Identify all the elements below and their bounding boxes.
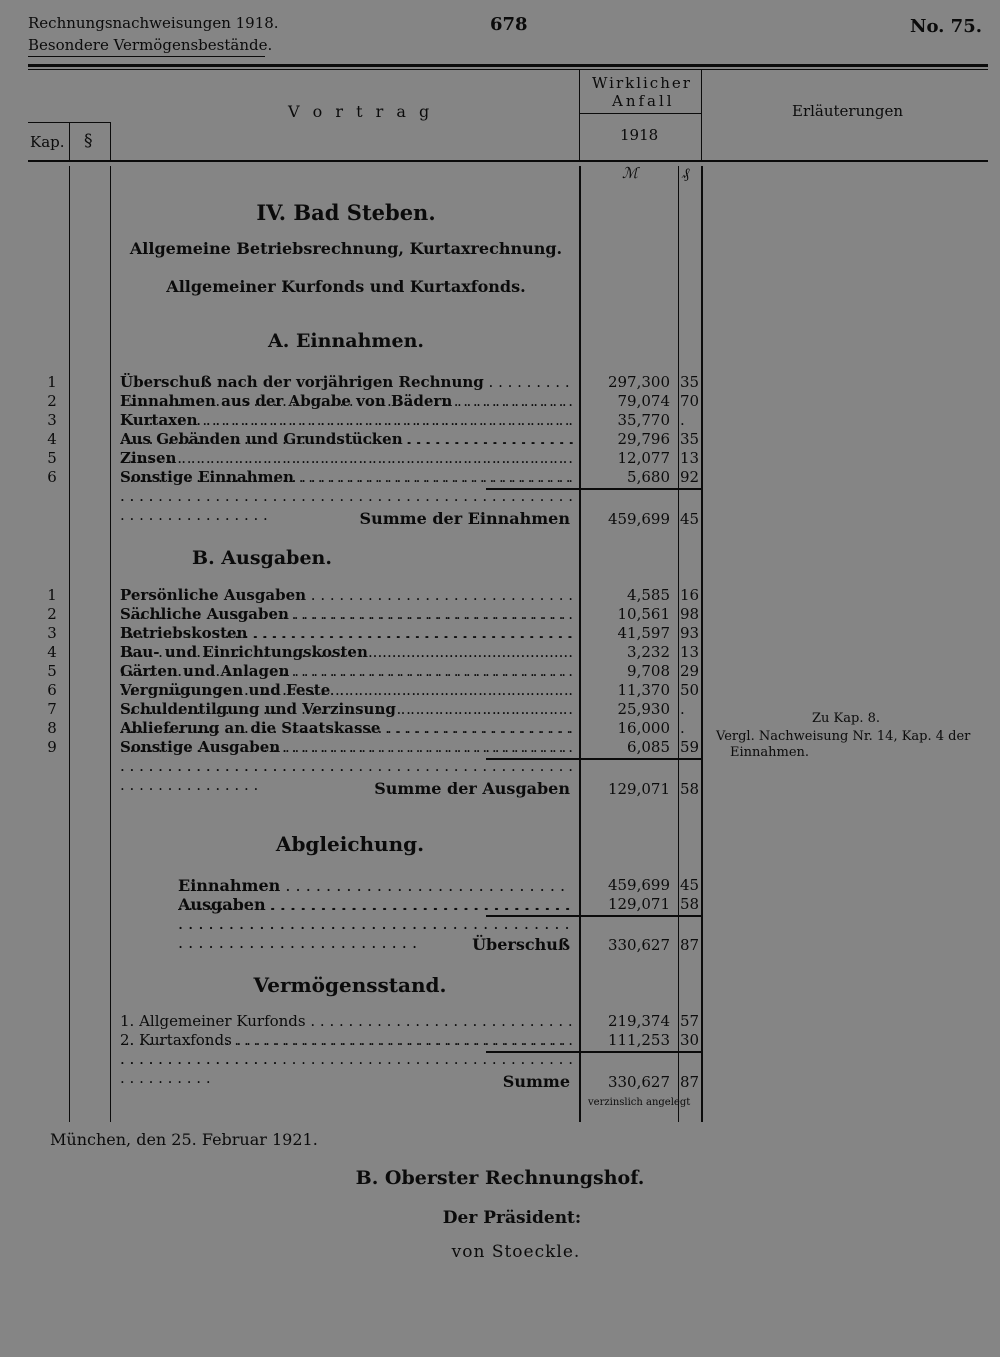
kap-number: 5 [47,449,57,467]
table-row [0,876,1000,895]
row-label: Aus Gebänden und Grundstücken . . . [120,430,575,487]
amount-pf: 92 [680,468,700,486]
sum-rule [486,915,702,917]
row-label: 2. Kurtaxfonds . . . [120,1031,575,1088]
sum-rule [486,758,702,760]
head-divider-paragraph [110,122,111,160]
amount-mark: 9,708 [627,662,670,680]
column-head-wirklicher: Wirklicher [592,74,692,92]
row-label: Einnahmen . . . [178,876,575,933]
abgleichung-heading: Abgleichung. [275,832,425,856]
head-divider-vortrag [579,70,580,160]
row-label: Kurtaxen . . . [120,411,575,468]
sum-mark: 459,699 [607,510,670,528]
amount-pf: 57 [680,1012,700,1030]
amount-mark: 25,930 [617,700,670,718]
table-row [0,895,1000,914]
sum-label: Summe der Ausgaben [374,779,570,798]
sum-pf: 58 [680,780,700,798]
amount-pf: 93 [680,624,700,642]
amount-mark: 6,085 [627,738,670,756]
amount-pf: 35 [680,430,700,448]
amount-mark: 129,071 [607,895,670,913]
amount-pf: 50 [680,681,700,699]
sum-label: Summe der Einnahmen [359,509,570,528]
column-head-vortrag: V o r t r a g [288,102,434,121]
column-head-erlaeuterungen: Erläuterungen [792,102,904,120]
amount-mark: 12,077 [617,449,670,467]
row-label: Bau- und Einrichtungskosten . . . [120,643,575,700]
row-label: Ablieferung an die Staatskasse . . . [120,719,575,776]
amount-pf: 13 [680,449,700,467]
top-rule-thin [28,69,988,70]
column-head-year: 1918 [620,126,659,144]
vermoegen-sum-row [0,1071,1000,1093]
table-row [0,449,1000,468]
top-rule-thick [28,64,988,67]
table-row [0,411,1000,430]
table-row [0,624,1000,643]
amount-mark: 16,000 [617,719,670,737]
row-label: Sonstige Ausgaben . . . [120,738,575,795]
amount-pf: . [680,719,685,737]
section-title: IV. Bad Steben. [256,200,436,225]
amount-mark: 459,699 [607,876,670,894]
amount-pf: 45 [680,876,700,894]
table-row [0,662,1000,681]
vermoegen-heading: Vermögensstand. [253,973,447,997]
ausgaben-heading: B. Ausgaben. [192,547,332,569]
ausgaben-sum-row [0,778,1000,800]
kap-number: 7 [47,700,57,718]
sum-note: verzinslich angelegt [588,1097,691,1108]
amount-mark: 4,585 [627,586,670,604]
row-label: Gärten und Anlagen . . . [120,662,575,719]
amount-pf: 30 [680,1031,700,1049]
result-mark: 330,627 [607,936,670,954]
amount-mark: 10,561 [617,605,670,623]
table-row [0,1012,1000,1031]
amount-pf: 59 [680,738,700,756]
row-label: Einnahmen aus der Abgabe von Bädern . . . [120,392,575,449]
table-row [0,468,1000,487]
amount-mark: 219,374 [607,1012,670,1030]
page-number: 678 [490,14,528,35]
unit-mark-label: ℳ [622,164,639,182]
kap-number: 1 [47,586,57,604]
column-head-paragraph: § [84,131,93,151]
amount-pf: 35 [680,373,700,391]
amount-pf: 98 [680,605,700,623]
amount-pf: 16 [680,586,700,604]
note-line: Einnahmen. [730,745,810,760]
table-row [0,643,1000,662]
amount-pf: 58 [680,895,700,913]
running-title: Rechnungsnachweisungen 1918. [28,14,279,32]
table-row [0,430,1000,449]
amount-mark: 3,232 [627,643,670,661]
amount-mark: 297,300 [607,373,670,391]
signer-name: von Stoeckle. [451,1242,581,1262]
head-divider-kap [69,122,70,160]
result-pf: 87 [680,936,700,954]
row-label: Vergnügungen und Feste . . . [120,681,575,738]
table-row [0,586,1000,605]
sum-pf: 87 [680,1073,700,1091]
amount-mark: 41,597 [617,624,670,642]
note-line: Vergl. Nachweisung Nr. 14, Kap. 4 der [716,729,971,744]
amount-mark: 35,770 [617,411,670,429]
table-row [0,681,1000,700]
kap-number: 2 [47,392,57,410]
row-label: Sächliche Ausgaben . . . [120,605,575,662]
sum-rule [486,1051,702,1053]
sum-mark: 129,071 [607,780,670,798]
document-number: No. 75. [910,16,982,37]
head-divider-anfall [701,70,702,160]
column-head-kap: Kap. [30,133,65,151]
sum-label: Summe [502,1072,570,1091]
einnahmen-sum-row [0,508,1000,530]
amount-mark: 79,074 [617,392,670,410]
amount-pf: . [680,700,685,718]
head-bottom-rule [28,160,988,162]
kap-number: 4 [47,430,57,448]
kap-number: 6 [47,468,57,486]
column-head-anfall: Anfall [612,92,675,110]
row-label: Persönliche Ausgaben . . . [120,586,575,643]
kap-number: 3 [47,411,57,429]
place-date: München, den 25. Februar 1921. [50,1130,318,1149]
signer-role: Der Präsident: [442,1208,582,1228]
amount-pf: 29 [680,662,700,680]
row-label: Zinsen . . . [120,449,575,506]
kap-number: 2 [47,605,57,623]
row-label: Sonstige Einnahmen . . . [120,468,575,525]
note-title: Zu Kap. 8. [812,711,880,726]
kap-number: 1 [47,373,57,391]
amount-mark: 29,796 [617,430,670,448]
einnahmen-heading: A. Einnahmen. [267,330,425,352]
section-subtitle-1: Allgemeine Betriebsrechnung, Kurtaxrechnung. [129,239,563,258]
amount-pf: 70 [680,392,700,410]
table-row [0,373,1000,392]
kap-number: 9 [47,738,57,756]
sum-pf: 45 [680,510,700,528]
table-row [0,392,1000,411]
row-label: Schuldentilgung und Verzinsung . . . [120,700,575,757]
row-label: Betriebskosten . . . [120,624,575,681]
running-subtitle: Besondere Vermögensbestände. [28,36,273,54]
section-subtitle-2: Allgemeiner Kurfonds und Kurtaxfonds. [166,277,526,296]
amount-mark: 111,253 [607,1031,670,1049]
sum-mark: 330,627 [607,1073,670,1091]
kap-number: 6 [47,681,57,699]
kap-number: 8 [47,719,57,737]
result-label: Überschuß [472,935,570,954]
amount-pf: . [680,411,685,429]
ueberschuss-row [0,934,1000,956]
authority: B. Oberster Rechnungshof. [355,1167,645,1189]
row-label: Überschuß nach der vorjährigen Rechnung . . . [120,373,575,430]
sum-rule [486,488,702,490]
kap-number: 3 [47,624,57,642]
row-label: 1. Allgemeiner Kurfonds . . . [120,1012,575,1069]
table-row [0,1031,1000,1050]
table-row [0,605,1000,624]
head-rule-anfall [579,113,701,114]
header-underline [28,56,265,57]
unit-pf-label: ₰ [682,164,690,182]
amount-mark: 11,370 [617,681,670,699]
row-label: Ausgaben . . . [178,895,575,952]
kap-number: 5 [47,662,57,680]
kap-number: 4 [47,643,57,661]
amount-mark: 5,680 [627,468,670,486]
amount-pf: 13 [680,643,700,661]
